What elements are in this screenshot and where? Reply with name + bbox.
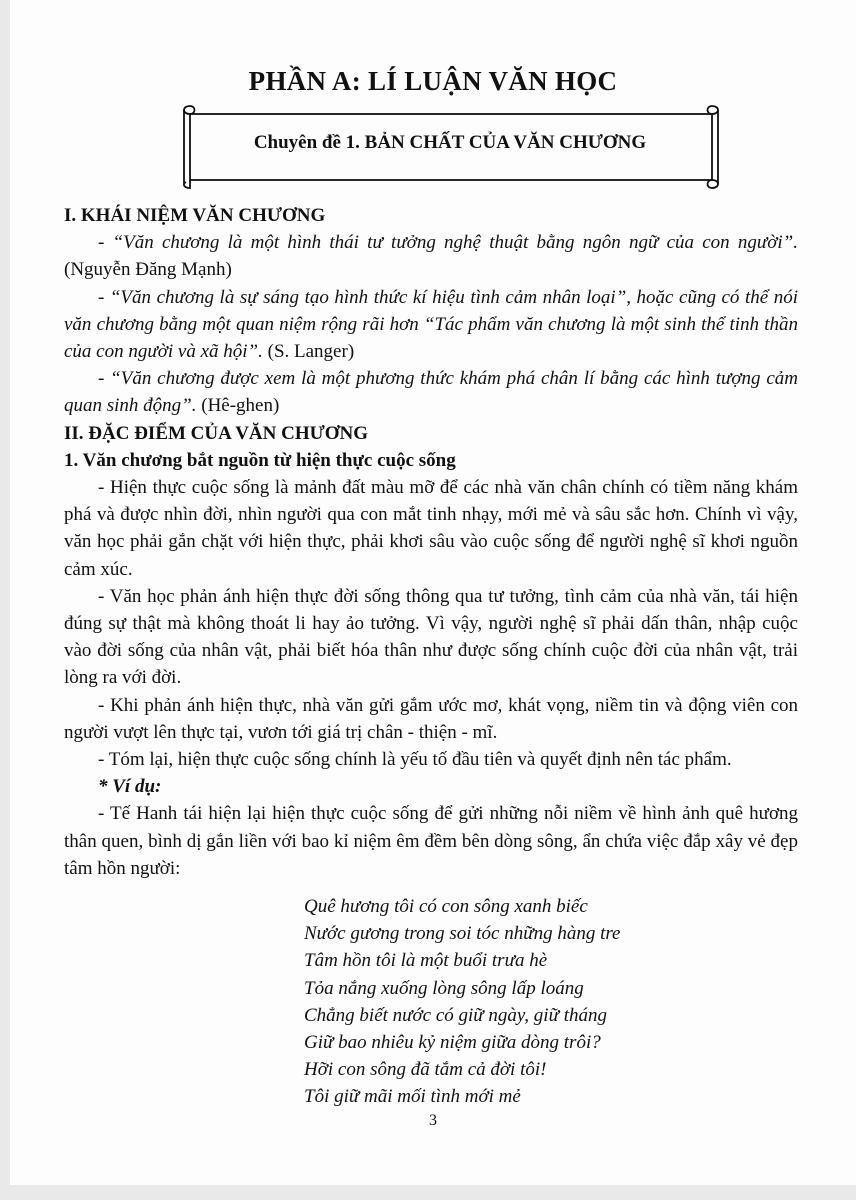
poem [304, 893, 620, 1111]
definition-3 [64, 365, 798, 419]
page-number: 3 [429, 1112, 437, 1129]
definition-1 [64, 229, 798, 283]
poem-line: Tâm hồn tôi là một buổi trưa hè [304, 950, 548, 972]
paragraph-3: - Khi phản ánh hiện thực, nhà văn gửi gắm ước mơ, khát vọng, niềm tin và động viên con người vượt lên thực tại, vươn tới giá trị chân - thiện - mĩ. [64, 694, 798, 743]
poem-line: Nước gương trong soi tóc những hàng tre [304, 923, 621, 945]
quote-2: - “Văn chương là sự sáng tạo hình thức kí hiệu tình cảm nhân loại”, hoặc cũng có thể nói văn chương bằng một quan niệm rộng rãi hơn “Tác phẩm văn chương là một sinh thể tinh thần của con người và xã hội”. [64, 286, 798, 363]
document-page [10, 0, 856, 1185]
subsection-heading-1: 1. Văn chương bắt nguồn từ hiện thực cuộc sống [64, 449, 456, 471]
source-3: (Hê-ghen) [196, 395, 280, 417]
poem-line: Tôi giữ mãi mối tình mới mẻ [304, 1086, 521, 1108]
definition-2 [64, 284, 798, 366]
section-heading-1: I. KHÁI NIỆM VĂN CHƯƠNG [64, 205, 326, 226]
poem-line: Quê hương tôi có con sông xanh biếc [304, 896, 588, 917]
quote-3: - “Văn chương được xem là một phương thức khám phá chân lí bằng các hình tượng cảm quan sinh động”. [64, 368, 798, 417]
poem-line: Giữ bao nhiêu kỷ niệm giữa dòng trôi? [304, 1032, 601, 1054]
source-2: (S. Langer) [262, 341, 355, 363]
chapter-banner [180, 104, 722, 190]
paragraph-1: - Hiện thực cuộc sống là mảnh đất màu mỡ để các nhà văn chân chính có tiềm năng khám phá và được nhìn đời, nhìn người qua con mắt tinh nhạy, mới mẻ và sâu sắc hơn. Chính vì vậy, văn học phải gắn chặt với hiện thực, phải khơi sâu vào cuộc sống để người nghệ sĩ khơi nguồn cảm xúc. [64, 477, 798, 580]
paragraph-4: - Tóm lại, hiện thực cuộc sống chính là yếu tố đầu tiên và quyết định nên tác phẩm. [98, 749, 732, 771]
poem-line: Chẳng biết nước có giữ ngày, giữ tháng [304, 1004, 607, 1026]
quote-1: - “Văn chương là một hình thái tư tưởng nghệ thuật bằng ngôn ngữ của con người”. [98, 232, 798, 254]
section-heading-2: II. ĐẶC ĐIỂM CỦA VĂN CHƯƠNG [64, 422, 369, 444]
example-label: * Ví dụ: [98, 776, 162, 798]
poem-line: Tỏa nắng xuống lòng sông lấp loáng [304, 977, 584, 999]
page-title: PHẦN A: LÍ LUẬN VĂN HỌC [248, 66, 618, 96]
source-1: (Nguyễn Đăng Mạnh) [64, 259, 232, 281]
poem-line: Hỡi con sông đã tắm cả đời tôi! [304, 1059, 547, 1081]
paragraph-5: - Tế Hanh tái hiện lại hiện thực cuộc sống để gửi những nỗi niềm về hình ảnh quê hương thân quen, bình dị gắn liền với bao kỉ niệm êm đềm bên dòng sông, ẩn chứa việc đắp xây vẻ đẹp tâm hồn người: [64, 803, 798, 879]
paragraph-2: - Văn học phản ánh hiện thực đời sống thông qua tư tưởng, tình cảm của nhà văn, tái hiện đúng sự thật mà không thoát li hay ảo tưởng. Vì vậy, người nghệ sĩ phải dấn thân, nhập cuộc vào đời sống của nhân vật, phải biết hóa thân như được sống chính cuộc đời của nhân vật, trải lòng ra với đời. [64, 585, 798, 689]
document-body [64, 202, 798, 882]
chapter-title: Chuyên đề 1. BẢN CHẤT CỦA VĂN CHƯƠNG [253, 132, 647, 153]
